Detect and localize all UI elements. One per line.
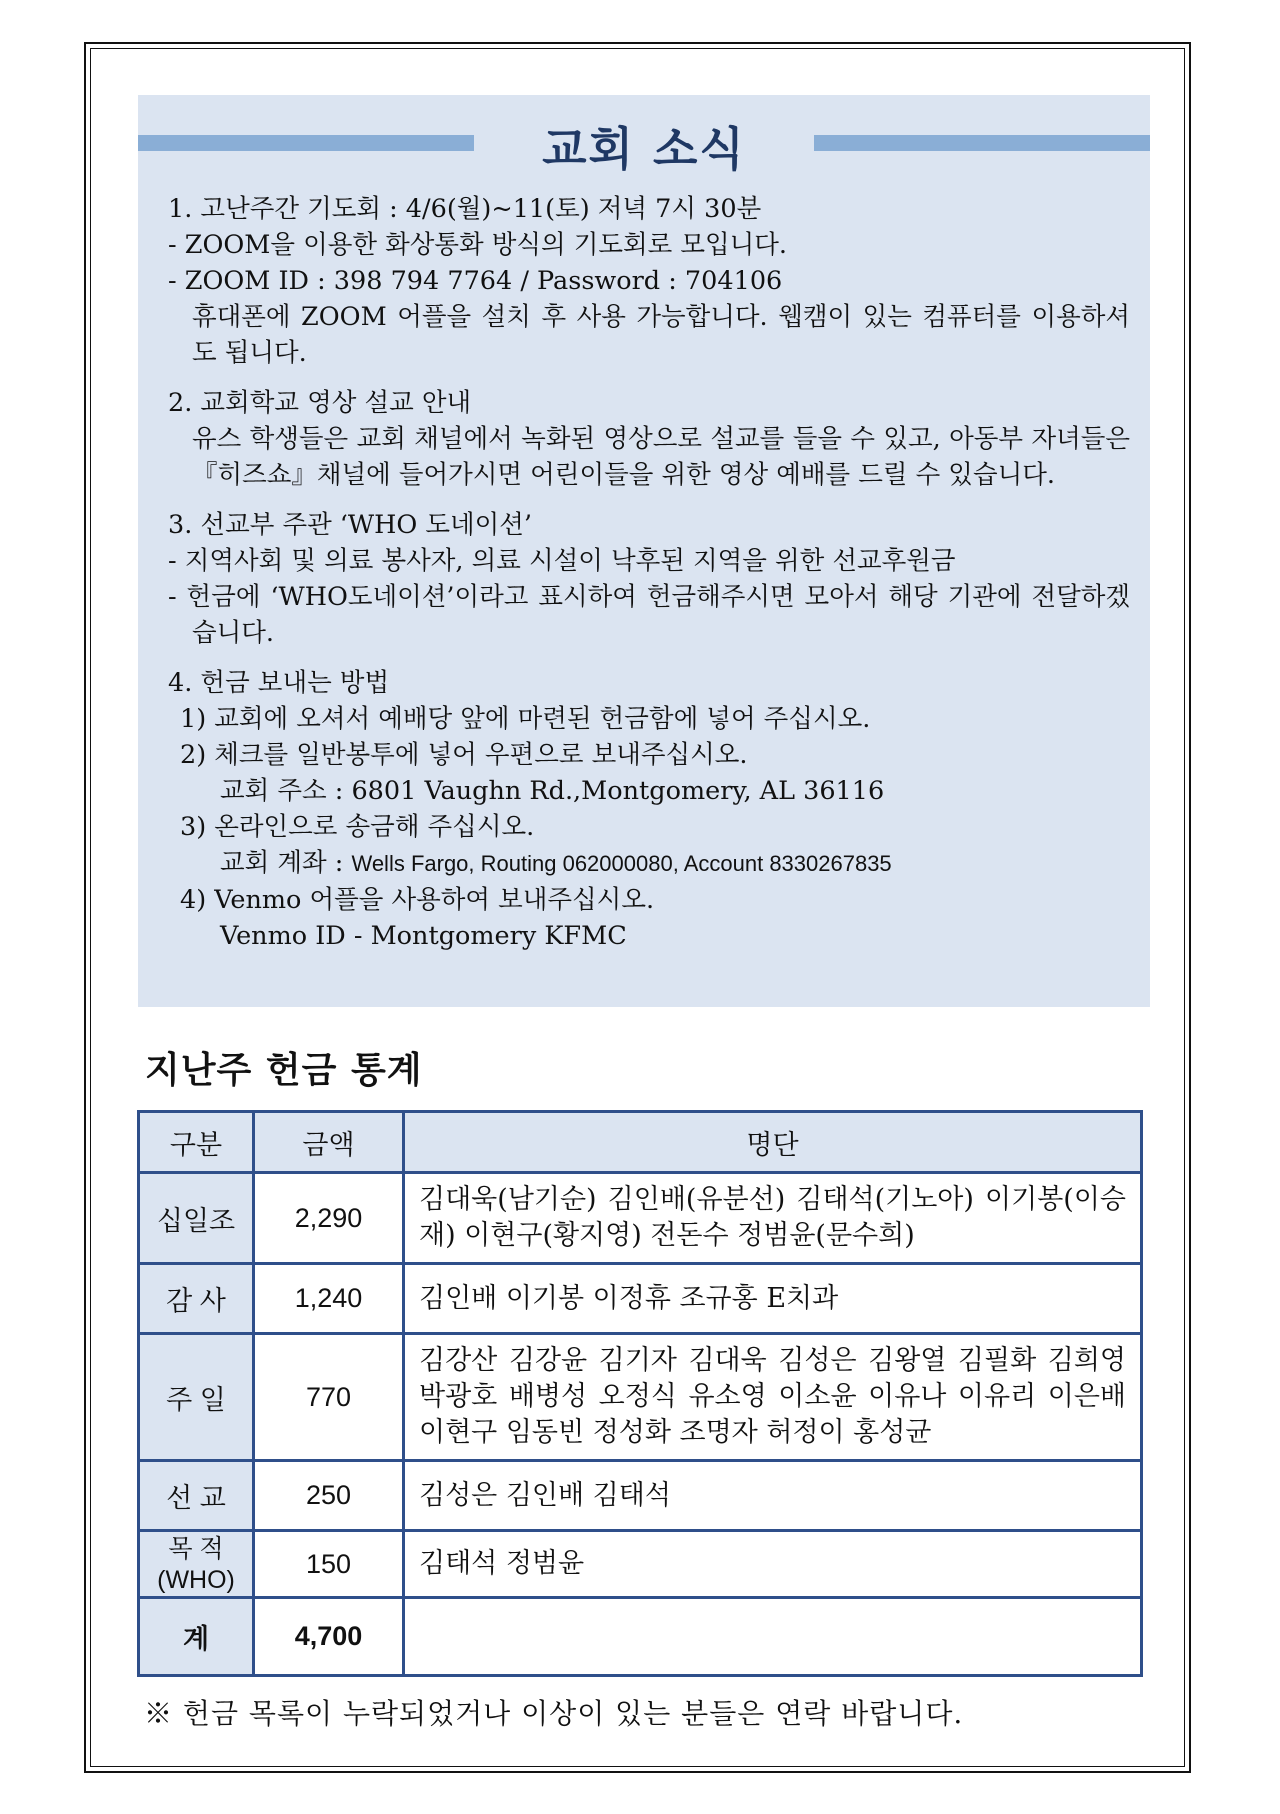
row-category: 감 사 [139,1264,254,1334]
title-bar-left [138,135,474,151]
row-category: 선 교 [139,1461,254,1531]
row-names: 김인배 이기봉 이정휴 조규홍 E치과 [404,1264,1142,1334]
news-line: - 헌금에 ‘WHO도네이션’이라고 표시하여 헌금해주시면 모아서 해당 기관에 전달하겠습니다. [168,582,1130,648]
news-heading-1: 1. 고난주간 기도회 : 4/6(월)~11(토) 저녁 7시 30분 [168,194,762,224]
news-line: 4) Venmo 어플을 사용하여 보내주십시오. [180,885,655,915]
news-line: - ZOOM을 이용한 화상통화 방식의 기도회로 모입니다. [168,230,788,260]
table-total-row [139,1598,1142,1676]
row-names: 김강산 김강윤 김기자 김대욱 김성은 김왕열 김필화 김희영 박광호 배병성 오정식 유소영 이소윤 이유나 이유리 이은배 이현구 임동빈 정성화 조명자 허정이 홍성균 [404,1334,1142,1461]
news-heading-3: 3. 선교부 주관 ‘WHO 도네이션’ [168,510,533,540]
row-category-main: 목 적 [168,1535,224,1563]
row-category: 주 일 [139,1334,254,1461]
table-row [139,1264,1142,1334]
news-line: 유스 학생들은 교회 채널에서 녹화된 영상으로 설교를 들을 수 있고, 아동부 자녀들은『히즈쇼』채널에 들어가시면 어린이들을 위한 영상 예배를 드릴 수 있습니다. [192,424,1130,490]
row-category: 십일조 [139,1173,254,1264]
total-label: 계 [139,1598,254,1676]
row-names: 김성은 김인배 김태석 [404,1461,1142,1531]
row-names: 김태석 정범윤 [404,1531,1142,1598]
title-bar-right [814,135,1150,151]
news-line: Venmo ID - Montgomery KFMC [220,921,627,951]
footnote: ※ 헌금 목록이 누락되었거나 이상이 있는 분들은 연락 바랍니다. [144,1697,964,1730]
news-body [168,191,1130,968]
news-line: 교회 주소 : 6801 Vaughn Rd.,Montgomery, AL 36116 [220,776,885,806]
table-row [139,1531,1142,1598]
row-amount: 2,290 [254,1173,404,1264]
news-heading-4: 4. 헌금 보내는 방법 [168,668,390,698]
table-header-row [139,1112,1142,1173]
news-line: - ZOOM ID : 398 794 7764 / Password : 704106 [168,266,783,296]
news-line: 1) 교회에 오셔서 예배당 앞에 마련된 헌금함에 넣어 주십시오. [180,704,871,734]
table-row [139,1334,1142,1461]
news-line: 3) 온라인으로 송금해 주십시오. [180,812,535,842]
news-section-4 [168,665,1130,954]
account-label: 교회 계좌 : [220,848,344,878]
row-amount: 1,240 [254,1264,404,1334]
row-names: 김대욱(남기순) 김인배(유분선) 김태석(기노아) 이기봉(이승재) 이현구(황지영) 전돈수 정범윤(문수희) [404,1173,1142,1264]
total-amount: 4,700 [254,1598,404,1676]
news-title: 교회 소식 [542,122,746,176]
header-names: 명단 [404,1112,1142,1173]
row-amount: 770 [254,1334,404,1461]
header-category: 구분 [139,1112,254,1173]
news-section-1 [168,191,1130,371]
news-line: - 지역사회 및 의료 봉사자, 의료 시설이 낙후된 지역을 위한 선교후원금 [168,546,956,576]
news-line: 2) 체크를 일반봉투에 넣어 우편으로 보내주십시오. [180,740,748,770]
table-row [139,1461,1142,1531]
table-row [139,1173,1142,1264]
news-heading-2: 2. 교회학교 영상 설교 안내 [168,388,472,418]
news-line [168,845,1130,882]
total-names-empty [404,1598,1142,1676]
row-category [139,1531,254,1598]
row-amount: 250 [254,1461,404,1531]
offering-table [137,1110,1143,1677]
news-section-2 [168,385,1130,493]
offering-stats-title: 지난주 헌금 통계 [145,1050,423,1091]
row-amount: 150 [254,1531,404,1598]
account-detail: Wells Fargo, Routing 062000080, Account 8330267835 [351,851,892,876]
header-amount: 금액 [254,1112,404,1173]
church-news-box [138,95,1150,1007]
news-section-3 [168,507,1130,651]
row-category-sub: (WHO) [157,1566,235,1594]
news-line: 휴대폰에 ZOOM 어플을 설치 후 사용 가능합니다. 웹캠이 있는 컴퓨터를 이용하셔도 됩니다. [192,302,1130,368]
